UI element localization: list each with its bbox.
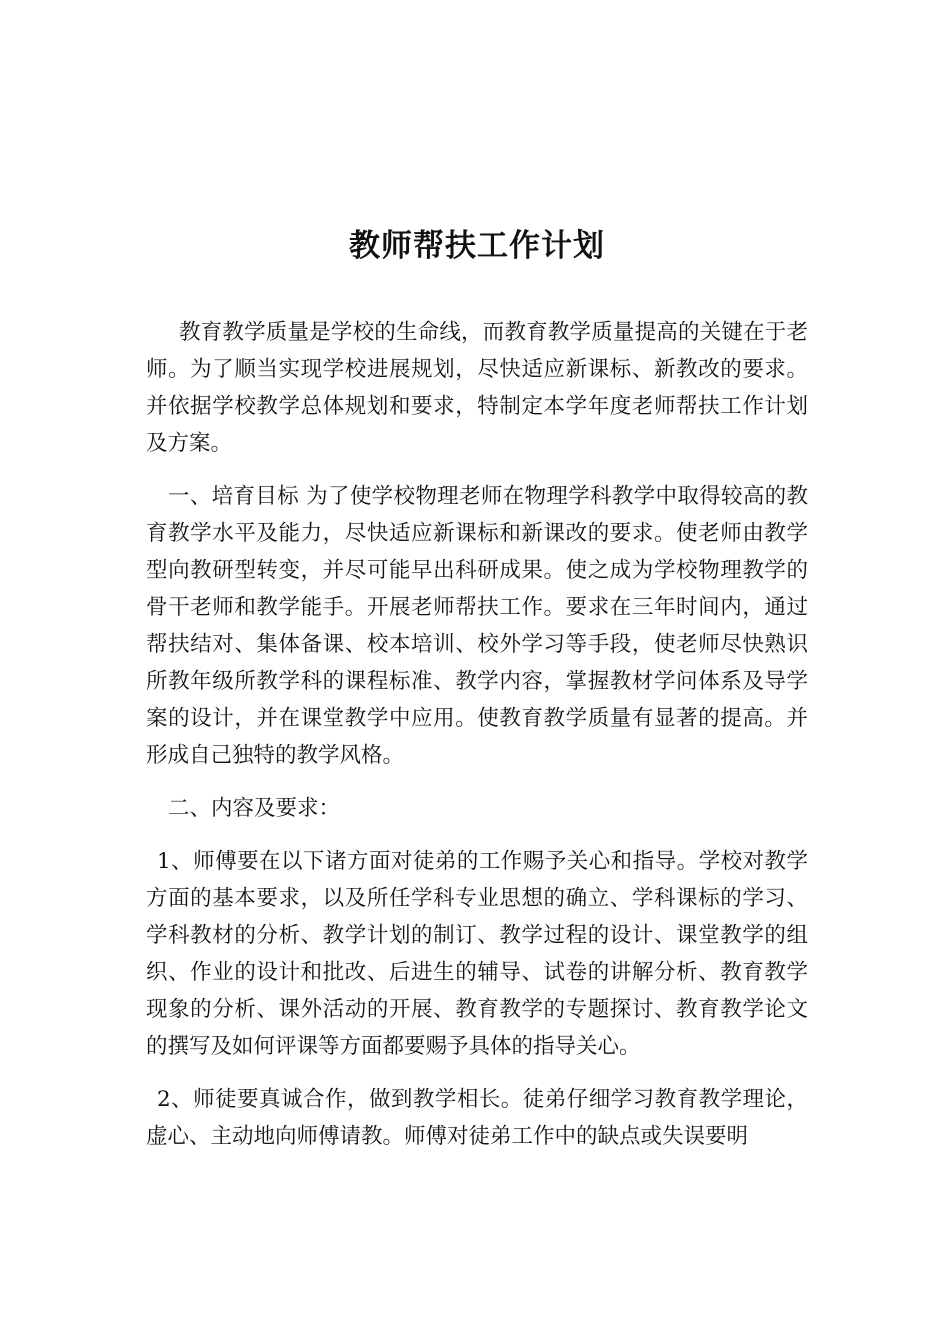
content-requirements-heading: 二、内容及要求：	[168, 796, 341, 821]
document-title: 教师帮扶工作计划	[349, 228, 605, 264]
training-goal-paragraph: 一、培育目标 为了使学校物理老师在物理学科教学中取得较高的教育教学水平及能力，尽快适应新课标和新课改的要求。使老师由教学型向教研型转变，并尽可能早出科研成果。使之成为学校物理教学的骨干老师和教学能手。开展老师帮扶工作。要求在三年时间内，通过帮扶结对、集体备课、校本培训、校外学习等手段，使老师尽快熟识所教年级所教学科的课程标准、教学内容，掌握教材学问体系及导学案的设计，并在课堂教学中应用。使教育教学质量有显著的提高。并形成自己独特的教学风格。	[146, 484, 808, 768]
mentor-apprentice-cooperation-paragraph: 2、师徒要真诚合作，做到教学相长。徒弟仔细学习教育教学理论，虚心、主动地向师傅请教。师傅对徒弟工作中的缺点或失误要明	[146, 1087, 808, 1149]
mentor-guidance-paragraph: 1、师傅要在以下诸方面对徒弟的工作赐予关心和指导。学校对教学方面的基本要求，以及所任学科专业思想的确立、学科课标的学习、学科教材的分析、教学计划的制订、教学过程的设计、课堂教学的组织、作业的设计和批改、后进生的辅导、试卷的讲解分析、教育教学现象的分析、课外活动的开展、教育教学的专题探讨、教育教学论文的撰写及如何评课等方面都要赐予具体的指导关心。	[146, 849, 808, 1059]
intro-paragraph: 教育教学质量是学校的生命线，而教育教学质量提高的关键在于老师。为了顺当实现学校进展规划，尽快适应新课标、新教改的要求。并依据学校教学总体规划和要求，特制定本学年度老师帮扶工作计划及方案。	[146, 320, 808, 456]
document-page	[146, 222, 808, 1171]
